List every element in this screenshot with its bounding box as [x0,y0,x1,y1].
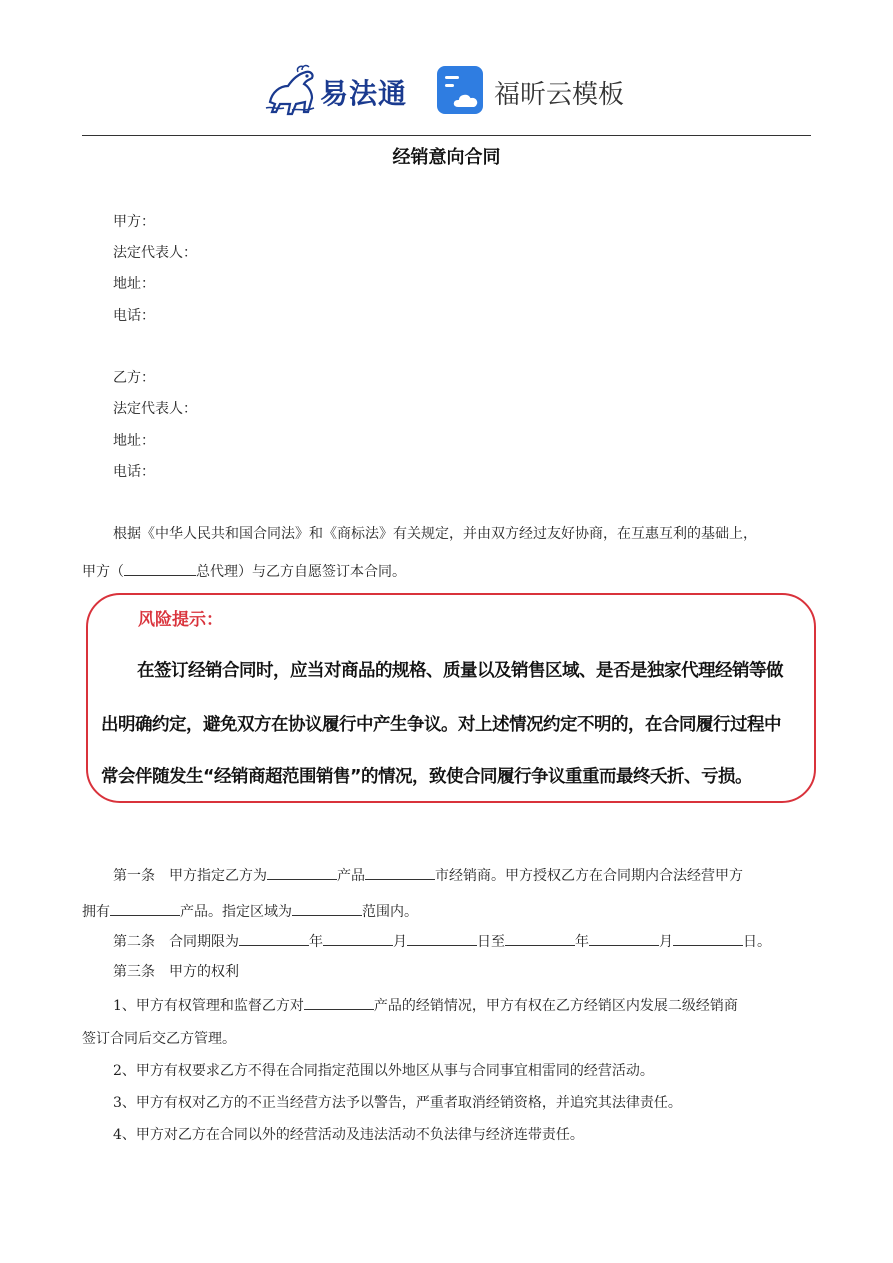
article-2-blank-3 [407,931,477,946]
party-b-phone-label: 电话： [113,464,155,480]
article-3-item-1-text-b: 产品的经销情况，甲方有权在乙方经销区内发展二级经销商 [373,998,738,1014]
article-3-item-4: 4、甲方对乙方在合同以外的经营活动及违法活动不负法律与经济连带责任。 [113,1127,584,1143]
article-3-item-1-line-2: 签订合同后交乙方管理。 [82,1031,236,1047]
party-a-address-label: 地址： [113,276,155,292]
article-1-blank-1 [267,865,337,880]
header-divider [82,135,811,136]
article-2-blank-4 [505,931,575,946]
header-logos [0,58,893,122]
article-2-blank-2 [323,931,393,946]
intro-line-2-prefix: 甲方（ [82,564,124,580]
risk-warning-line-3: 常会伴随发生“经销商超范围销售”的情况，致使合同履行争议重重而最终夭折、亏损。 [101,767,753,787]
risk-warning-line-1: 在签订经销合同时，应当对商品的规格、质量以及销售区域、是否是独家代理经销等做 [137,661,783,681]
agency-blank [124,561,196,576]
article-2-month-1: 月 [393,934,407,950]
article-1-line-1 [113,865,743,886]
party-a-rep-label: 法定代表人： [113,245,197,261]
article-1-blank-3 [110,901,180,916]
article-2-blank-6 [673,931,743,946]
fuxin-logo [436,64,636,118]
article-1-blank-2 [365,865,435,880]
article-1-text-f: 范围内。 [362,904,418,920]
risk-warning-box [86,593,816,803]
article-3-item-3: 3、甲方有权对乙方的不正当经营方法予以警告，严重者取消经销资格，并追究其法律责任。 [113,1095,682,1111]
article-3-item-1-line-1 [113,995,738,1016]
party-b-name-label: 乙方： [113,370,155,386]
article-2-line [113,931,771,952]
intro-line-2-suffix: 总代理）与乙方自愿签订本合同。 [196,564,406,580]
qilin-mascot-icon [262,62,322,118]
article-2-day-to: 日至 [477,934,505,950]
intro-line-2 [82,561,406,582]
article-3-item-1-blank [304,995,374,1010]
cloud-document-icon [436,64,486,116]
risk-warning-line-2: 出明确约定，避免双方在协议履行中产生争议。对上述情况约定不明的，在合同履行过程中 [101,715,781,735]
article-1-text-c: 市经销商。甲方授权乙方在合同期内合法经营甲方 [435,868,743,884]
party-b-rep-label: 法定代表人： [113,401,197,417]
party-b-address-label: 地址： [113,433,155,449]
party-a-name-label: 甲方： [113,214,155,230]
yifatong-logo-text: 易法通 [320,77,408,110]
fuxin-logo-text: 福昕云模板 [494,80,625,110]
article-1-text-e: 产品。指定区域为 [180,904,292,920]
risk-warning-title: 风险提示： [138,610,223,630]
party-a-phone-label: 电话： [113,308,155,324]
page-title: 经销意向合同 [392,147,501,168]
article-3-title: 第三条 甲方的权利 [113,964,239,980]
article-2-year-2: 年 [575,934,589,950]
article-2-day-end: 日。 [743,934,771,950]
article-1-line-2 [82,901,418,922]
article-2-month-2: 月 [659,934,673,950]
article-3-item-1-text-a: 1、甲方有权管理和监督乙方对 [113,998,304,1014]
article-2-blank-5 [589,931,659,946]
article-3-item-2: 2、甲方有权要求乙方不得在合同指定范围以外地区从事与合同事宜相雷同的经营活动。 [113,1063,654,1079]
article-1-text-d: 拥有 [82,904,110,920]
yifatong-logo [262,62,412,118]
article-2-text: 第二条 合同期限为 [113,934,239,950]
article-2-year-1: 年 [309,934,323,950]
article-1-text-b: 产品 [337,868,365,884]
article-1-text-a: 第一条 甲方指定乙方为 [113,868,267,884]
article-1-blank-4 [292,901,362,916]
article-2-blank-1 [239,931,309,946]
intro-line-1: 根据《中华人民共和国合同法》和《商标法》有关规定，并由双方经过友好协商，在互惠互利的基础上， [113,526,757,542]
